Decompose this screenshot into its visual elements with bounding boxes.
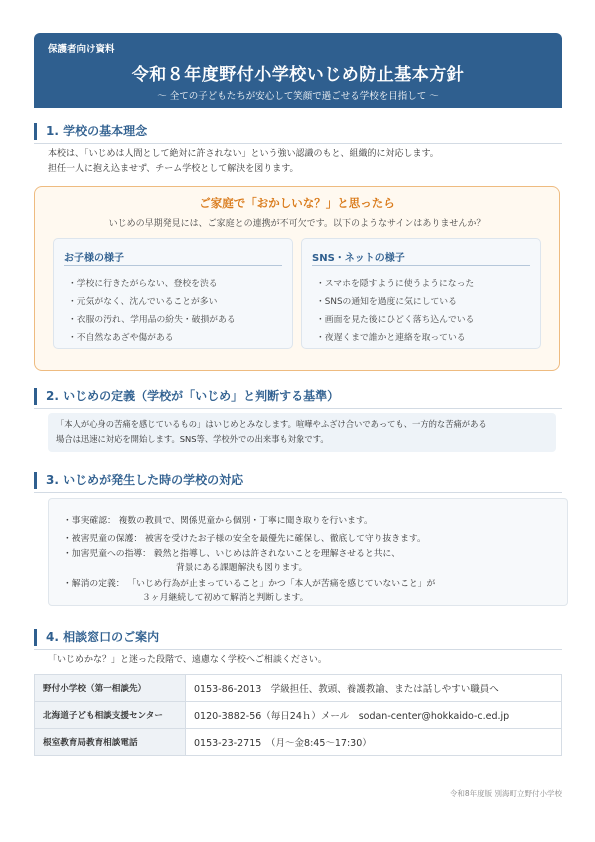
section1-rule	[34, 143, 562, 144]
sns-signs-heading: SNS・ネットの様子	[312, 253, 405, 264]
child-signs-heading: お子様の様子	[64, 253, 124, 264]
definition-box	[48, 413, 556, 452]
definition-line2: 場合は迅速に対応を開始します。SNS等、学校外での出来事も対象です。	[56, 434, 329, 444]
contact-label: 根室教育局教育相談電話	[35, 729, 186, 756]
contact-label: 野付小学校（第一相談先）	[35, 675, 186, 702]
footer-note: 令和8年度版 別海町立野付小学校	[449, 789, 562, 798]
child-signs-rule	[64, 265, 282, 266]
list-item: ・衣服の汚れ、学用品の紛失・破損がある	[68, 315, 236, 325]
section1-line2: 担任一人に抱え込ませず、チーム学校として解決を図ります。	[48, 164, 299, 174]
response-resolution-cont: ３ヶ月継続して初めて解消と判断します。	[142, 593, 309, 603]
warning-signs-box	[34, 186, 560, 371]
contact-value: 0153-23-2715 （月～金8:45～17:30）	[186, 729, 562, 756]
contact-label: 北海道子ども相談支援センター	[35, 702, 186, 729]
list-item: ・夜遅くまで誰かと連絡を取っている	[316, 333, 466, 343]
section4-lead: 「いじめかな？」と迷った段階で、遠慮なく学校へご相談ください。	[48, 655, 327, 665]
table-row	[35, 729, 562, 756]
header-banner	[34, 33, 562, 108]
section2-heading: 2. いじめの定義（学校が「いじめ」と判断する基準）	[34, 388, 574, 405]
child-signs-panel	[53, 238, 293, 349]
section2-rule	[34, 408, 562, 409]
table-row	[35, 675, 562, 702]
list-item: ・SNSの通知を過度に気にしている	[316, 297, 457, 307]
response-perpetrator-guidance-cont: 背景にある課題解決も図ります。	[176, 563, 308, 573]
contact-table	[34, 674, 562, 756]
page-title: 令和８年度野付小学校いじめ防止基本方針	[131, 65, 465, 85]
warning-signs-title: ご家庭で「おかしいな？」と思ったら	[199, 196, 395, 210]
section4-rule	[34, 649, 562, 650]
section3-heading: 3. いじめが発生した時の学校の対応	[34, 472, 574, 489]
page-subtitle: ～ 全ての子どもたちが安心して笑顔で過ごせる学校を目指して ～	[157, 91, 439, 102]
list-item: ・不自然なあざや傷がある	[68, 333, 174, 343]
sns-signs-list	[316, 275, 474, 347]
list-item: ・元気がなく、沈んでいることが多い	[68, 297, 218, 307]
contact-value: 0153-86-2013 学級担任、教頭、養護教諭、または話しやすい職員へ	[186, 675, 562, 702]
sns-signs-rule	[312, 265, 530, 266]
list-item: ・学校に行きたがらない、登校を渋る	[68, 279, 218, 289]
list-item: ・スマホを隠すように使うようになった	[316, 279, 475, 289]
section3-rule	[34, 492, 562, 493]
sns-signs-panel	[301, 238, 541, 349]
child-signs-list	[68, 275, 236, 347]
response-resolution: ・解消の定義： 「いじめ行為が止まっていること」かつ「本人が苦痛を感じていないこと」が	[63, 579, 436, 589]
section4-heading: 4. 相談窓口のご案内	[34, 629, 574, 646]
warning-signs-lead: いじめの早期発見には、ご家庭との連携が不可欠です。以下のようなサインはありませんか？	[108, 219, 486, 229]
contact-value: 0120-3882-56（毎日24ｈ）メール sodan-center@hokkaido-c.ed.jp	[186, 702, 562, 729]
response-perpetrator-guidance: ・加害児童への指導： 毅然と指導し、いじめは許されないことを理解させると共に、	[63, 549, 401, 559]
table-row	[35, 702, 562, 729]
section1-heading: 1. 学校の基本理念	[34, 123, 574, 140]
response-fact-check: ・事実確認： 複数の教員で、関係児童から個別・丁寧に聞き取りを行います。	[63, 516, 373, 526]
response-victim-protection: ・被害児童の保護： 被害を受けたお子様の安全を最優先に確保し、徹底して守り抜きます。	[63, 534, 426, 544]
definition-line1: 「本人が心身の苦痛を感じているもの」はいじめとみなします。喧嘩やふざけ合いであっても、一方的な苦痛がある	[56, 419, 487, 429]
doc-type-label: 保護者向け資料	[48, 44, 115, 55]
list-item: ・画面を見た後にひどく落ち込んでいる	[316, 315, 475, 325]
response-box	[48, 498, 568, 606]
section1-line1: 本校は、「いじめは人間として絶対に許されない」という強い認識のもと、組織的に対応します。	[48, 149, 439, 159]
